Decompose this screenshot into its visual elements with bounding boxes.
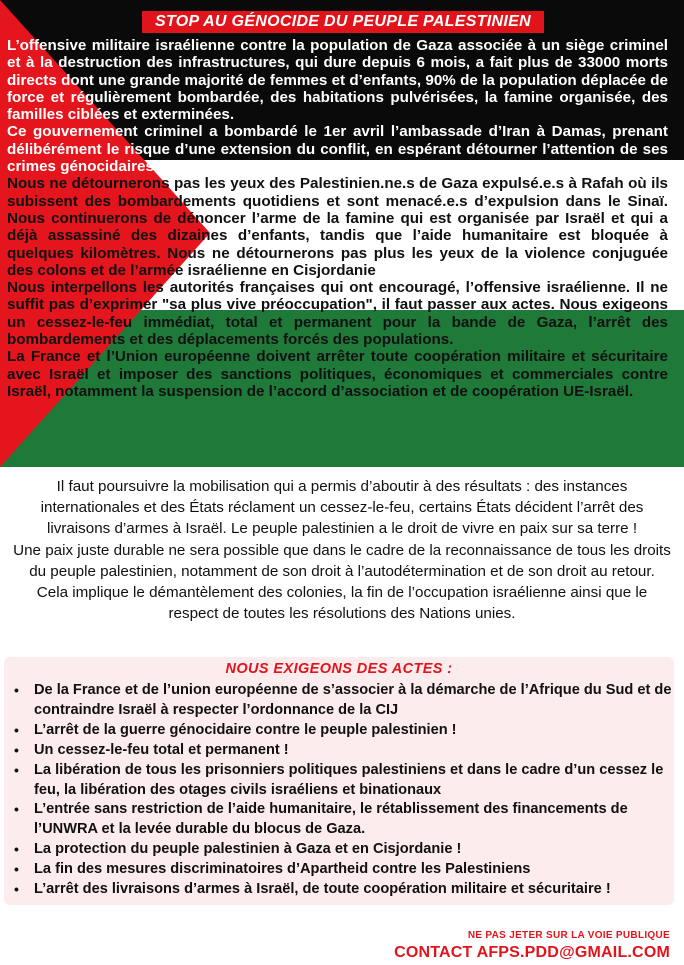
bullet-icon: •: [14, 721, 19, 738]
footer-contact-email: CONTACT AFPS.PDD@GMAIL.COM: [394, 944, 670, 961]
bullet-icon: •: [14, 861, 19, 878]
page-title: STOP AU GÉNOCIDE DU PEUPLE PALESTINIEN: [142, 11, 544, 33]
bullet-icon: •: [14, 881, 19, 898]
paragraph-mobilisation: Il faut poursuivre la mobilisation qui a permis d’aboutir à des résultats : des instances internationales et des États réclament un cessez-le-feu, certains États décident l’arrêt des livraisons d’armes à Israël. Le peuple palestinien a le droit de vivre en paix sur sa terre !: [40, 478, 644, 538]
paragraph-offensive: L’offensive militaire israélienne contre la population de Gaza associée à un siège criminel et à la destruction des infrastructures, qui dure depuis 6 mois, a fait plus de 33000 morts directs dont une grande majorité de femmes et d’enfants, 90% de la population déplacée de force et régulièrement bombardée, des habitations pulvérisées, la famine organisée, des familles ciblées et exterminées.: [7, 37, 668, 124]
list-item: • Un cessez-le-feu total et permanent !: [10, 741, 672, 761]
footer-note: NE PAS JETER SUR LA VOIE PUBLIQUE: [467, 930, 670, 941]
bullet-icon: •: [14, 841, 19, 858]
list-item: • De la France et de l’union européenne de s’associer à la démarche de l’Afrique du Sud et de contraindre Israël à respecter l’ordonnance de la CIJ: [14, 682, 672, 718]
demands-list: [10, 681, 672, 900]
bullet-icon: •: [14, 761, 19, 778]
paragraph-interpellation: Nous interpellons les autorités françaises qui ont encouragé, l’offensive israélienne. Il ne suffit pas d’exprimer "sa plus vive préoccupation", il faut passer aux actes. Nous exigeons un cessez-le-feu immédiat, total et permanent pour la bande de Gaza, l’arrêt des bombardements et des déplacements forcés des populations.: [7, 279, 668, 349]
paragraph-paix-juste: Une paix juste durable ne sera possible que dans le cadre de la reconnaissance de tous les droits du peuple palestinien, notamment de son droit à l’autodétermination et de son droit au retour. Cela implique le démantèlement des colonies, la fin de l’occupation israélienne ainsi que le respect de toutes les résolutions des Nations unies.: [13, 541, 671, 623]
paragraph-sanctions: La France et l’Union européenne doivent arrêter toute coopération militaire et sécuritaire avec Israël et imposer des sanctions politiques, économiques et commerciales contre Israël, notamment la suspension de l’accord d’association et de coopération UE-Israël.: [7, 348, 668, 400]
list-item: • La fin des mesures discriminatoires d’Apartheid contre les Palestiniens: [10, 860, 672, 880]
paragraph-rafah: Nous ne détournerons pas les yeux des Palestinien.ne.s de Gaza expulsé.e.s à Rafah où ils subissent des bombardements quotidiens et sont menacé.e.s d’expulsion dans le Sinaï. Nous continuerons de dénoncer l’arme de la famine qui est organisée par Israël et qui a déjà assassiné des dizaines d’enfants, tandis que l’aide humanitaire est bloquée à quelques kilomètres. Nous ne détournerons pas plus les yeux de la violence conjuguée des colons et de l’armée israélienne en Cisjordanie: [7, 175, 668, 279]
demands-box: [4, 657, 674, 905]
list-item: • La protection du peuple palestinien à Gaza et en Cisjordanie !: [10, 840, 672, 860]
list-item: • L’arrêt des livraisons d’armes à Israël, de toute coopération militaire et sécuritaire !: [10, 880, 672, 900]
paragraph-damas: Ce gouvernement criminel a bombardé le 1er avril l’ambassade d’Iran à Damas, prenant délibérément le risque d’une extension du conflit, en espérant détourner l’attention de ses crimes génocidaires en Palestine.: [7, 123, 668, 176]
list-item: • L’entrée sans restriction de l’aide humanitaire, le rétablissement des financements de l’UNWRA et la levée durable du blocus de Gaza.: [14, 801, 628, 838]
list-item: • L’arrêt de la guerre génocidaire contre le peuple palestinien !: [10, 721, 672, 741]
bullet-icon: •: [14, 801, 19, 818]
top-text-block: [7, 37, 668, 400]
demands-title: NOUS EXIGEONS DES ACTES :: [225, 661, 453, 677]
bullet-icon: •: [14, 741, 19, 758]
middle-text-block: [12, 476, 672, 624]
bullet-icon: •: [14, 682, 19, 698]
list-item: • La libération de tous les prisonniers politiques palestiniens et dans le cadre d’un cessez le feu, la libération des otages civils israéliens et binationaux: [14, 761, 664, 798]
